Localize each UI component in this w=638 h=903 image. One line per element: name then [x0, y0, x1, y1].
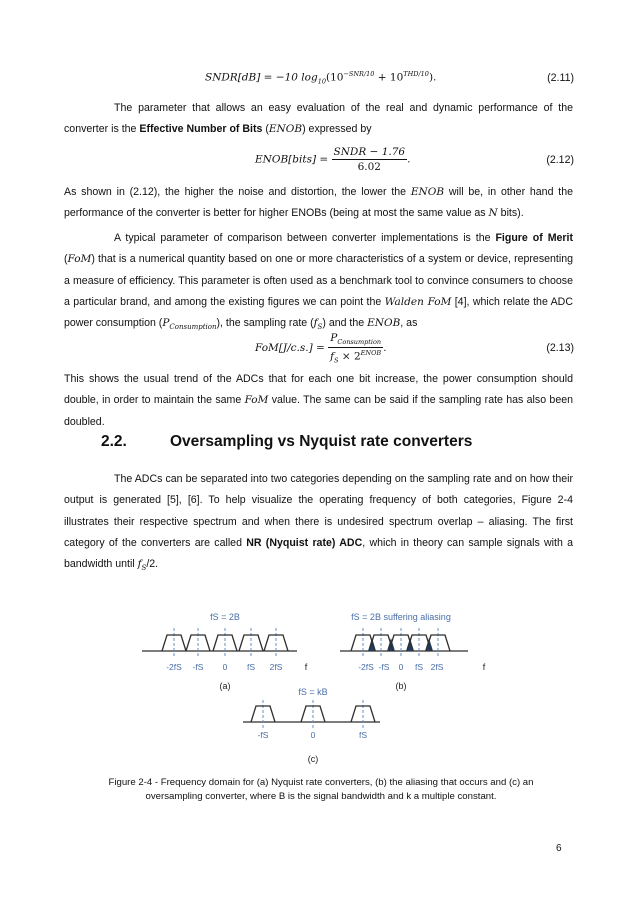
paragraph-text: ), the sampling rate ( [216, 317, 314, 330]
tick-label: -fS [378, 662, 390, 672]
equation-tail: . [383, 342, 387, 355]
paragraph-text: ) that is a numerical quantity based on one or more characteristics of a system or device, representing a measure of efficiency. This parameter is often used as a benchmark tool to convince consumers to choose a particular brand, and among the existing figures we can point the [64, 253, 573, 308]
section-number: 2.2. [101, 433, 127, 450]
math-symbol: Walden FoM [384, 295, 452, 308]
math-symbol: f [313, 317, 318, 330]
tick-label: -fS [192, 662, 204, 672]
spectrum-replica [301, 706, 325, 722]
math-symbol: f [137, 558, 142, 571]
page-number: 6 [556, 843, 562, 854]
math-symbol: N [488, 207, 498, 220]
tick-label: 0 [398, 662, 404, 672]
bold-term: Effective Number of Bits [139, 123, 263, 136]
equation-lhs: FoM[J/c.s.] = [255, 342, 329, 355]
figure-caption: Figure 2-4 - Frequency domain for (a) Nyquist rate converters, (b) the aliasing that occurs and (c) an oversampling converter, where B is the signal bandwidth and k a multiple constant. [108, 777, 534, 802]
equation-number: (2.13) [546, 342, 574, 354]
figure-2-4 [130, 600, 510, 775]
equation-fraction [332, 146, 411, 173]
tick-label: -fS [257, 730, 269, 740]
panel-c-lines [243, 700, 380, 730]
axis-label: f [304, 662, 308, 672]
paragraph-text: A typical parameter of comparison between converter implementations is the [114, 232, 496, 244]
paragraph-text: /2. [146, 558, 159, 571]
equation-lhs: ENOB[bits] = [255, 153, 332, 166]
tick-label: fS [414, 662, 424, 672]
panel-c-title: fS = kB [298, 687, 328, 697]
equation-2-11 [205, 70, 436, 86]
panel-b-title: fS = 2B suffering aliasing [351, 612, 451, 622]
panel-a-label: (a) [219, 681, 231, 691]
paragraph-enob-intro [64, 98, 573, 141]
math-operator: × 2 [338, 350, 361, 363]
math-subscript: S [141, 564, 147, 573]
tick-label: fS [246, 662, 256, 672]
paragraph-text: bits). [497, 207, 524, 220]
tick-label: 0 [310, 730, 316, 740]
paragraph-fom-trend [64, 369, 573, 433]
spectrum-replica [351, 706, 375, 722]
math-subscript: S [317, 323, 323, 332]
paragraph-adc-categories [64, 469, 573, 580]
paragraph-text: , as [400, 317, 418, 330]
equation-2-13 [255, 332, 387, 365]
paragraph-text: ) and the [322, 317, 368, 330]
panel-a-lines [142, 628, 297, 658]
fraction-numerator [328, 332, 383, 348]
equation-exponent: THD/10 [403, 70, 429, 78]
paragraph-text: As shown in (2.12), the higher the noise and distortion, the lower the [64, 186, 411, 198]
paragraph-text: will be, in other hand the performance of the converter is better for higher ENOBs (being at most the same value as [64, 186, 573, 220]
equation-open: (10 [326, 71, 344, 84]
equation-close: ). [428, 71, 437, 84]
paragraph-text: The ADCs can be separated into two categories depending on the sampling rate and on how their output is generated [5], [6]. To help visualize the operating frequency of both categories, Figure 2-4 illustrates their respective spectrum and when there is undesired spectrum overlap – aliasing. The first category of the converters are called [64, 473, 573, 549]
tick-label: 2fS [430, 662, 444, 672]
fraction-numerator: SNDR − 1.76 [333, 146, 406, 158]
math-exponent: ENOB [360, 349, 382, 358]
equation-exponent: −SNR/10 [343, 70, 375, 78]
section-title: Oversampling vs Nyquist rate converters [170, 433, 473, 450]
paragraph-text: The parameter that allows an easy evaluation of the real and dynamic performance of the converter is the [64, 102, 573, 136]
math-symbol: ENOB [410, 186, 445, 198]
equation-tail: . [407, 153, 411, 166]
fraction-denominator: 6.02 [357, 161, 381, 173]
paragraph-text: value. The same can be said if the sampling rate has also been doubled. [64, 394, 573, 428]
paragraph-text: ( [64, 253, 68, 266]
math-subscript: Consumption [169, 323, 217, 332]
equation-fraction [328, 332, 383, 365]
equation-lhs: SNDR[dB] = −10 log [205, 71, 318, 84]
paragraph-text: ( [262, 123, 269, 136]
paragraph-text: [4], which relate the ADC power consumption ( [64, 295, 573, 330]
math-subscript: Consumption [337, 338, 382, 347]
math-symbol: ENOB [367, 317, 401, 330]
panel-b-lines [340, 628, 468, 658]
paragraph-enob-explanation [64, 182, 573, 225]
tick-label: fS [358, 730, 368, 740]
math-symbol: ENOB [268, 123, 303, 136]
paragraph-text: This shows the usual trend of the ADCs that for each one bit increase, the power consumption should double, in order to maintain the same [64, 373, 573, 407]
equation-plus: + 10 [374, 71, 404, 84]
tick-label: 2fS [269, 662, 283, 672]
math-symbol: P [330, 332, 338, 344]
math-symbol: FoM [244, 394, 269, 407]
math-symbol: f [330, 350, 335, 363]
equation-number: (2.12) [546, 154, 574, 166]
paragraph-text: ) expressed by [302, 123, 372, 136]
spectrum-replica [251, 706, 275, 722]
panel-c-label: (c) [307, 754, 319, 764]
equation-2-12 [255, 146, 410, 173]
math-subscript: S [334, 356, 339, 365]
panel-a-title: fS = 2B [210, 612, 240, 622]
tick-label: 0 [222, 662, 228, 672]
paragraph-text: , which in theory can sample signals with a bandwidth until [64, 536, 574, 571]
tick-label: -2fS [358, 662, 374, 672]
math-symbol: FoM [67, 253, 92, 266]
fraction-denominator [328, 348, 383, 365]
bold-term: Figure of Merit [495, 232, 573, 244]
equation-number: (2.11) [547, 72, 574, 84]
panel-b-label: (b) [395, 681, 407, 691]
math-symbol: P [162, 317, 170, 330]
equation-subscript: 10 [317, 77, 326, 86]
paragraph-figure-of-merit [64, 228, 573, 339]
tick-label: -2fS [166, 662, 182, 672]
bold-term: NR (Nyquist rate) ADC [246, 536, 363, 549]
section-heading [101, 433, 472, 451]
axis-label: f [482, 662, 486, 672]
